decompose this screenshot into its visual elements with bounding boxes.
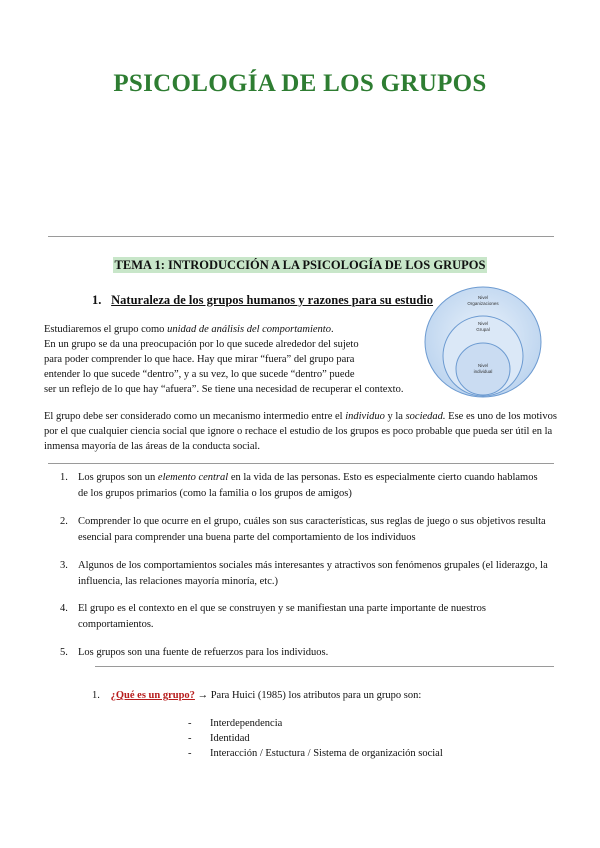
intro-line-2: En un grupo se da una preocupación por lo que sucede alrededor del sujeto bbox=[44, 339, 359, 350]
list-item-text: Algunos de los comportamientos sociales más interesantes y atractivos son fenómenos grupales (el liderazgo, la influencia, las relaciones mayoría minoría, etc.) bbox=[78, 560, 548, 587]
outer-label-1: Nivel bbox=[477, 295, 489, 300]
arrow-icon: → bbox=[197, 690, 209, 701]
paragraph-individuo-sociedad: El grupo debe ser considerado como un mecanismo intermedio entre el individuo y la sociedad. Ese es uno de los motivos por el que cualquier ciencia social que ignore o rechace el estudio de los grupos es poco probable que pueda ser útil en la inmensa mayoría de las áreas de la conducta social. bbox=[44, 411, 557, 452]
question-item bbox=[92, 690, 421, 701]
section-heading-text: Naturaleza de los grupos humanos y razones para su estudio bbox=[111, 293, 434, 307]
divider-list-top bbox=[48, 463, 554, 464]
intro-line-4: entender lo que sucede “dentro”, y a su vez, lo que sucede “dentro” puede bbox=[44, 369, 355, 380]
reasons-list bbox=[55, 470, 555, 670]
list-item-text: Los grupos son una fuente de refuerzos para los individuos. bbox=[78, 647, 329, 658]
intro-line-5: ser un reflejo de lo que hay “afuera”. Se tiene una necesidad de recuperar el contexto. bbox=[44, 384, 404, 395]
dash-bullet: - bbox=[188, 748, 192, 759]
theme-title bbox=[0, 258, 600, 273]
attribute-text: Interdependencia bbox=[210, 718, 283, 729]
middle-label-2: Grupal bbox=[476, 327, 490, 332]
attribute-item bbox=[188, 733, 250, 744]
intro-paragraph bbox=[44, 322, 424, 397]
question-link[interactable]: ¿Qué es un grupo? bbox=[110, 690, 195, 701]
list-item-number: 4. bbox=[60, 603, 68, 614]
list-item-text: Comprender lo que ocurre en el grupo, cuáles son sus características, sus reglas de juego o sus objetivos resulta esencial para comprender una buena parte del comportamiento de los individuos bbox=[78, 516, 546, 543]
question-number: 1. bbox=[92, 690, 100, 701]
attribute-item bbox=[188, 718, 282, 729]
divider-list-bottom bbox=[95, 666, 554, 667]
levels-diagram bbox=[422, 284, 544, 400]
section-heading bbox=[92, 293, 433, 308]
attribute-text: Identidad bbox=[210, 733, 250, 744]
intro-line-1: Estudiaremos el grupo como unidad de análisis del comportamiento. bbox=[44, 324, 334, 335]
list-item-number: 5. bbox=[60, 647, 68, 658]
list-item-number: 2. bbox=[60, 516, 68, 527]
list-item-text: El grupo es el contexto en el que se construyen y se manifiestan una parte importante de nuestros comportamientos. bbox=[78, 603, 486, 630]
theme-title-text: TEMA 1: INTRODUCCIÓN A LA PSICOLOGÍA DE LOS GRUPOS bbox=[114, 258, 486, 272]
dash-bullet: - bbox=[188, 718, 192, 729]
attributes-list bbox=[188, 718, 488, 768]
question-text: Para Huici (1985) los atributos para un grupo son: bbox=[208, 690, 422, 701]
intro-line-3: para poder comprender lo que hace. Hay que mirar “fuera” del grupo para bbox=[44, 354, 355, 365]
outer-label-2: Organizaciones bbox=[467, 301, 499, 306]
dash-bullet: - bbox=[188, 733, 192, 744]
attribute-text: Interacción / Estuctura / Sistema de organización social bbox=[210, 748, 443, 759]
inner-label-2: individual bbox=[473, 369, 493, 374]
section-number: 1. bbox=[92, 293, 102, 307]
middle-label-1: Nivel bbox=[477, 321, 489, 326]
inner-label-1: Nivel bbox=[477, 363, 489, 368]
list-item-text: Los grupos son un elemento central en la vida de las personas. Esto es especialmente cierto cuando hablamos de los grupos primarios (como la familia o los grupos de amigos) bbox=[78, 472, 538, 499]
page-title: PSICOLOGÍA DE LOS GRUPOS bbox=[113, 70, 487, 97]
list-item-number: 3. bbox=[60, 560, 68, 571]
divider-top bbox=[48, 236, 554, 237]
list-item-number: 1. bbox=[60, 472, 68, 483]
attribute-item bbox=[188, 748, 443, 759]
